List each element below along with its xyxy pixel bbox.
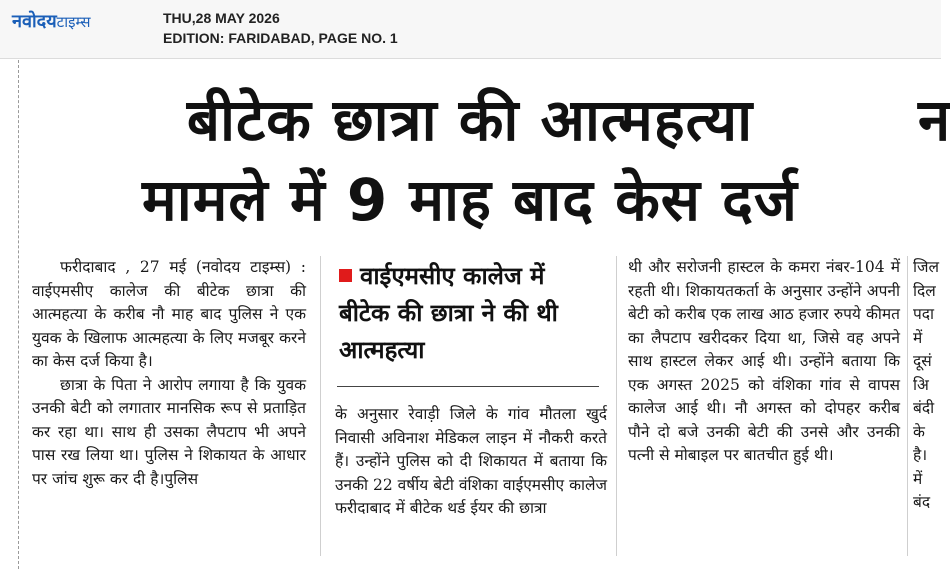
column-divider: [616, 256, 617, 556]
headline-line-2: मामले में 9 माह बाद केस दर्ज: [142, 166, 798, 234]
edition-info: [163, 8, 398, 48]
newspaper-logo[interactable]: [12, 9, 91, 33]
article-column-1: [32, 256, 306, 491]
fragment-line: पदा: [913, 305, 935, 323]
subheading-rule: [337, 386, 599, 387]
fragment-line: में: [913, 328, 923, 347]
article-column-2: [335, 403, 607, 521]
left-column-rule: [18, 60, 19, 569]
brand-sub: टाइम्स: [56, 13, 91, 31]
headline-line-1: बीटेक छात्रा की आत्महत्या: [186, 86, 754, 154]
issue-date: THU,28 MAY 2026: [163, 10, 280, 26]
fragment-line: बंदी: [913, 399, 935, 417]
adjacent-headline-fragment: न: [918, 86, 950, 154]
paragraph: छात्रा के पिता ने आरोप लगाया है कि युवक उनकी बेटी को लगातार मानसिक रूप से प्रताड़ित कर रहा था। साथ ही उसका लैपटाप भी अपने पास रख लिया था। पुलिस ने शिकायत के आधार पर जांच शुरू कर दी है।पुलिस: [32, 375, 306, 488]
bullet-square-icon: [339, 269, 352, 282]
subheading: [339, 258, 601, 369]
paragraph: फरीदाबाद , 27 मई (नवोदय टाइम्स) : वाईएमसीए कालेज की बीटेक छात्रा की आत्महत्या के करीब नौ माह बाद पुलिस ने एक युवक के खिलाफ आत्महत्या के लिए मजबूर करने का केस दर्ज किया है।: [32, 258, 306, 370]
fragment-line: दिल: [913, 281, 936, 300]
article-column-3: [628, 256, 900, 468]
fragment-line: के: [913, 422, 925, 441]
subheading-text: वाईएमसीए कालेज में बीटेक की छात्रा ने की थी आत्महत्या: [339, 262, 558, 364]
brand-main: नवोदय: [12, 11, 57, 32]
fragment-line: बंद: [913, 493, 931, 511]
adjacent-article-fragment: [913, 256, 941, 556]
fragment-line: है।: [913, 446, 928, 464]
column-divider: [320, 256, 321, 556]
article-headline: [30, 80, 910, 240]
fragment-line: में: [913, 469, 923, 488]
column-divider: [907, 256, 908, 556]
paragraph: थी और सरोजनी हास्टल के कमरा नंबर-104 में रहती थी। शिकायतकर्ता के अनुसार उन्होंने अपनी बेटी को करीब एक लाख आठ हजार रुपये कीमत का लैपटाप खरीदकर दिया था, जिसे वह अपने साथ हास्टल लेकर आई थी। उन्होंने बताया कि एक अगस्त 2025 को वंशिका गांव से वापस कालेज आई थी। नौ अगस्त को दोपहर करीब पौने दो बजे उनकी बेटी की उनसे और उनकी पत्नी से मोबाइल पर बातचीत हुई थी।: [628, 258, 900, 464]
fragment-line: दूसं: [913, 352, 932, 370]
edition-page: EDITION: FARIDABAD, PAGE NO. 1: [163, 30, 398, 46]
masthead-bar: [0, 0, 941, 59]
fragment-line: अि: [913, 375, 929, 394]
fragment-line: जिल: [913, 258, 940, 276]
paragraph: के अनुसार रेवाड़ी जिले के गांव मौतला खुर्द निवासी अविनाश मेडिकल लाइन में नौकरी करते हैं। उन्होंने पुलिस को दी शिकायत में बताया कि उनकी 22 वर्षीय बेटी वंशिका वाईएमसीए कालेज फरीदाबाद में बीटेक थर्ड ईयर की छात्रा: [335, 405, 607, 517]
